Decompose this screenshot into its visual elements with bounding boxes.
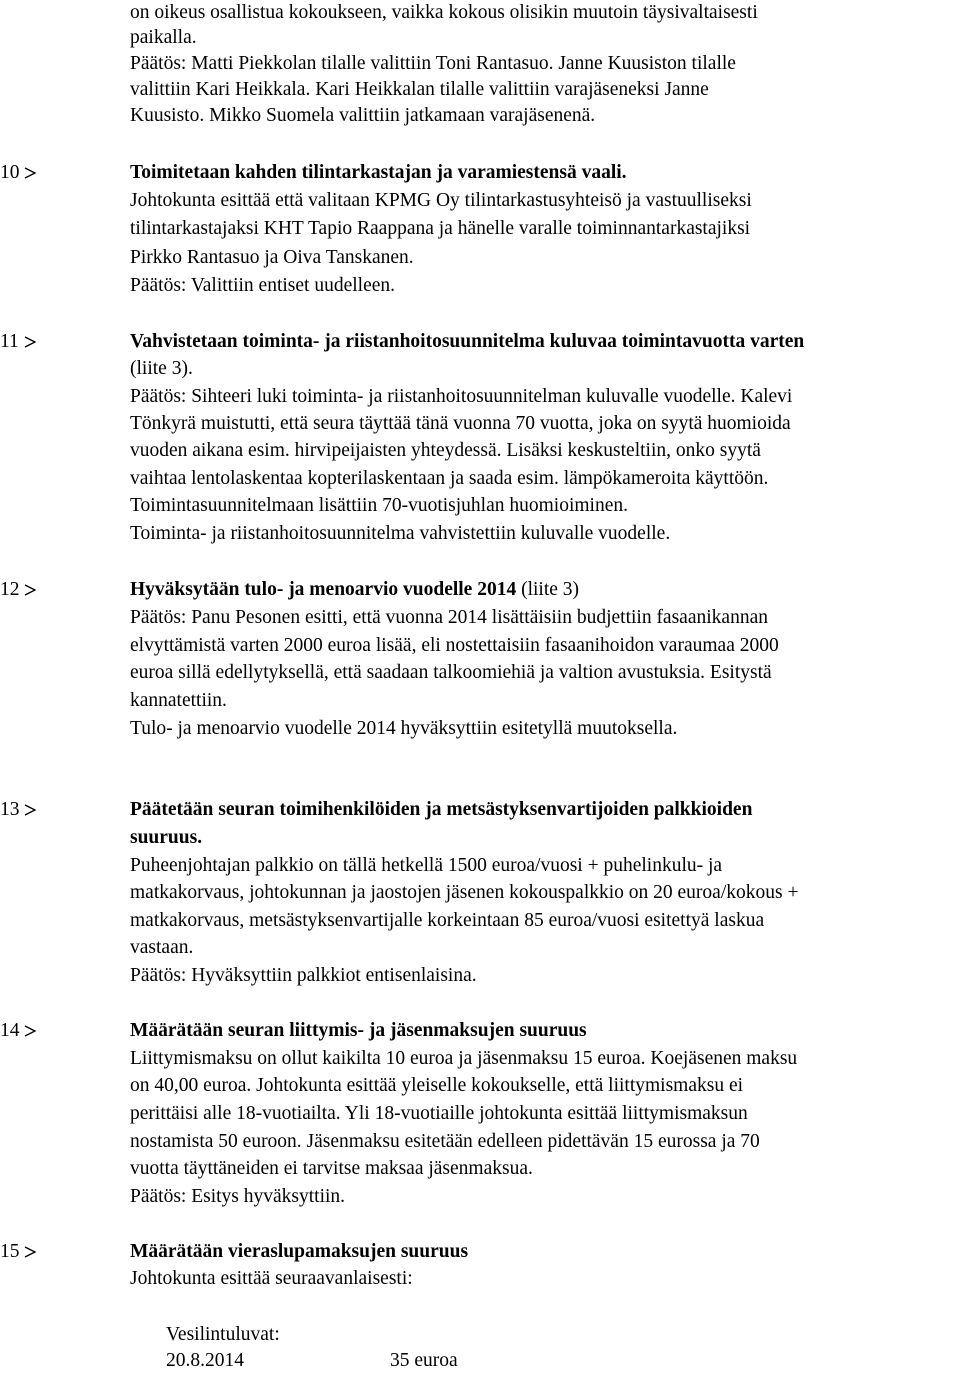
- intro-line: paikalla.: [130, 27, 197, 48]
- section-number: 11: [0, 331, 19, 352]
- section-body-line: elvyttämistä varten 2000 euroa lisää, eli nostettaisiin fasaanihoidon varaumaa 2000: [130, 635, 779, 656]
- section-title: Määrätään vieraslupamaksujen suuruus: [130, 1241, 469, 1262]
- section-body-line: Päätös: Hyväksyttiin palkkiot entisenlaisina.: [130, 965, 477, 986]
- section-title: [130, 577, 579, 603]
- section-body-line: Johtokunta esittää seuraavanlaisesti:: [130, 1268, 413, 1289]
- fee-table-date: 20.8.2014: [166, 1350, 244, 1371]
- section-body-line: vuoden aikana esim. hirvipeijaisten yhteydessä. Lisäksi keskusteltiin, onko syytä: [130, 440, 761, 461]
- intro-line: on oikeus osallistua kokoukseen, vaikka kokous olisikin muutoin täysivaltaisesti: [130, 2, 758, 23]
- section-title: suuruus.: [130, 827, 203, 848]
- tab-marker-icon: [22, 1239, 38, 1265]
- section-number: 13: [0, 799, 20, 820]
- section-title-bold: Hyväksytään tulo- ja menoarvio vuodelle 2014: [130, 579, 517, 600]
- section-body-line: euroa sillä edellytyksellä, että saadaan talkoomiehiä ja valtion avustuksia. Esitystä: [130, 662, 772, 683]
- section-body-line: Johtokunta esittää että valitaan KPMG Oy tilintarkastusyhteisö ja vastuulliseksi: [130, 190, 752, 211]
- section-body-line: Päätös: Sihteeri luki toiminta- ja riistanhoitosuunnitelman kuluvalle vuodelle. Kalevi: [130, 386, 793, 407]
- section-body-line: Toimintasuunnitelmaan lisättiin 70-vuotisjuhlan huomioiminen.: [130, 495, 629, 516]
- section-body-line: tilintarkastajaksi KHT Tapio Raappana ja hänelle varalle toiminnantarkastajiksi: [130, 218, 751, 239]
- section-title: Vahvistetaan toiminta- ja riistanhoitosuunnitelma kuluvaa toimintavuotta varten: [130, 331, 805, 352]
- section-body-line: matkakorvaus, metsästyksenvartijalle korkeintaan 85 euroa/vuosi esitettyä laskua: [130, 910, 765, 931]
- section-body-line: Pirkko Rantasuo ja Oiva Tanskanen.: [130, 247, 414, 268]
- section-body-line: vuotta täyttäneiden ei tarvitse maksaa jäsenmaksua.: [130, 1158, 533, 1179]
- fee-table-price: 35 euroa: [390, 1350, 458, 1371]
- section-body-line: Toiminta- ja riistanhoitosuunnitelma vahvistettiin kuluvalle vuodelle.: [130, 523, 671, 544]
- section-number: 10: [0, 162, 20, 183]
- section-body-line: kannatettiin.: [130, 690, 227, 711]
- section-title-attachment: (liite 3): [516, 579, 580, 600]
- tab-marker-icon: [22, 1018, 38, 1044]
- section-body-line: vaihtaa lentolaskentaa kopterilaskentaan ja saada esim. lämpökameroita käyttöön.: [130, 468, 769, 489]
- intro-line: Kuusisto. Mikko Suomela valittiin jatkamaan varajäsenenä.: [130, 105, 596, 126]
- section-body-line: perittäisi alle 18-vuotiailta. Yli 18-vuotiaille johtokunta esittää liittymismaksun: [130, 1103, 748, 1124]
- section-title: Määrätään seuran liittymis- ja jäsenmaksujen suuruus: [130, 1020, 587, 1041]
- tab-marker-icon: [22, 577, 38, 603]
- intro-line: valittiin Kari Heikkala. Kari Heikkalan tilalle valittiin varajäseneksi Janne: [130, 79, 709, 100]
- section-title: Toimitetaan kahden tilintarkastajan ja varamiestensä vaali.: [130, 162, 627, 183]
- section-body-line: vastaan.: [130, 937, 194, 958]
- section-body-line: Liittymismaksu on ollut kaikilta 10 euroa ja jäsenmaksu 15 euroa. Koejäsenen maksu: [130, 1048, 798, 1069]
- section-body-line: Päätös: Panu Pesonen esitti, että vuonna 2014 lisättäisiin budjettiin fasaanikannan: [130, 607, 768, 628]
- section-body-line: (liite 3).: [130, 358, 193, 379]
- section-number: 15: [0, 1241, 20, 1262]
- tab-marker-icon: [22, 797, 38, 823]
- tab-marker-icon: [22, 160, 38, 186]
- section-number: 14: [0, 1020, 20, 1041]
- section-number: 12: [0, 579, 20, 600]
- section-body-line: Päätös: Valittiin entiset uudelleen.: [130, 275, 396, 296]
- section-body-line: on 40,00 euroa. Johtokunta esittää yleiselle kokoukselle, että liittymismaksu ei: [130, 1075, 744, 1096]
- intro-line: Päätös: Matti Piekkolan tilalle valittiin Toni Rantasuo. Janne Kuusiston tilalle: [130, 53, 736, 74]
- section-body-line: Tulo- ja menoarvio vuodelle 2014 hyväksyttiin esitetyllä muutoksella.: [130, 718, 678, 739]
- section-body-line: Päätös: Esitys hyväksyttiin.: [130, 1186, 346, 1207]
- fee-table-heading: Vesilintuluvat:: [166, 1324, 280, 1345]
- tab-marker-icon: [22, 329, 38, 355]
- section-body-line: nostamista 50 euroon. Jäsenmaksu esitetään edelleen pidettävän 15 eurossa ja 70: [130, 1131, 760, 1152]
- section-body-line: matkakorvaus, johtokunnan ja jaostojen jäsenen kokouspalkkio on 20 euroa/kokous +: [130, 882, 799, 903]
- section-title: Päätetään seuran toimihenkilöiden ja metsästyksenvartijoiden palkkioiden: [130, 799, 753, 820]
- section-body-line: Tönkyrä muistutti, että seura täyttää tänä vuonna 70 vuotta, joka on syytä huomioida: [130, 413, 791, 434]
- section-body-line: Puheenjohtajan palkkio on tällä hetkellä 1500 euroa/vuosi + puhelinkulu- ja: [130, 855, 723, 876]
